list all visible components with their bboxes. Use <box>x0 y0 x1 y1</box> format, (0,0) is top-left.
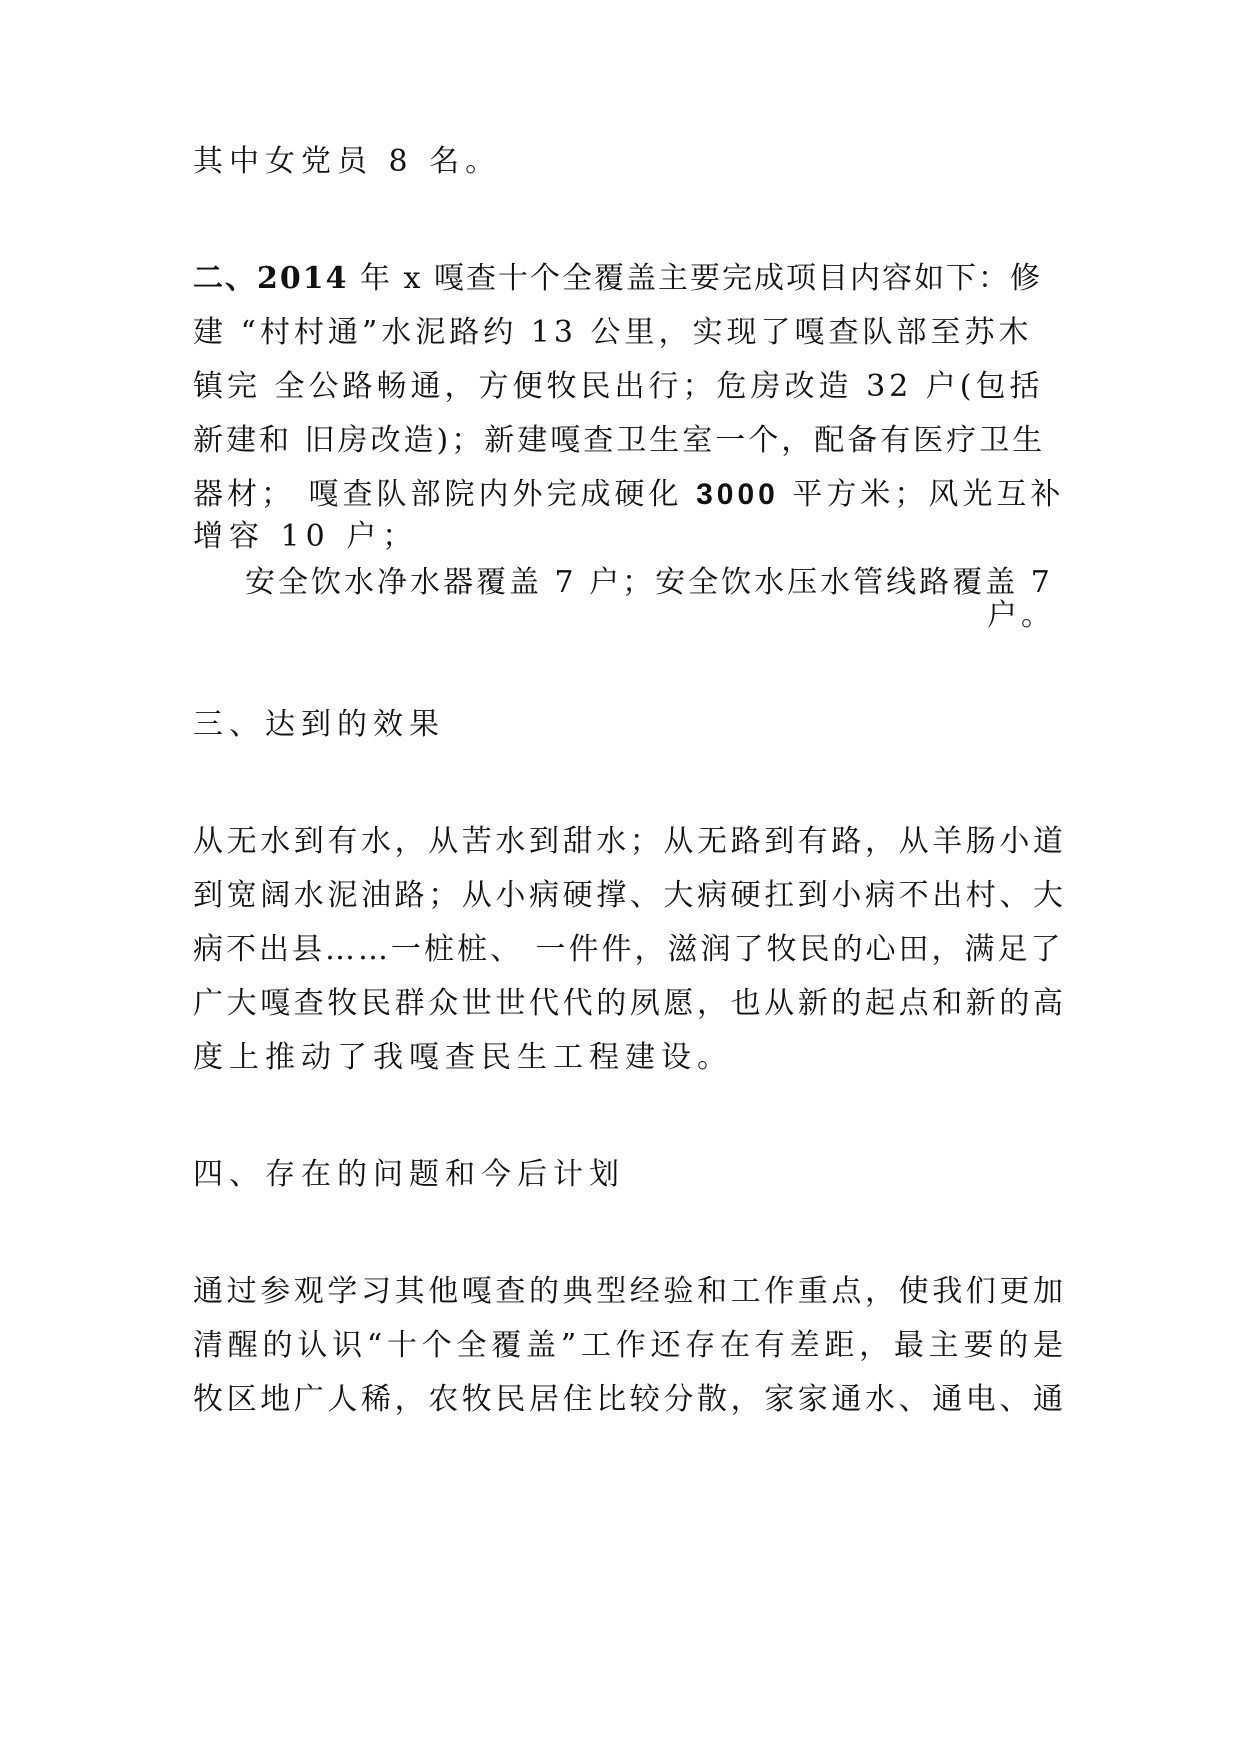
paragraph-line: 广大嘎查牧民群众世世代代的夙愿，也从新的起点和新的高 <box>193 986 1063 1021</box>
paragraph-line: 清醒的认识“十个全覆盖”工作还存在有差距，最主要的是 <box>193 1328 1063 1363</box>
section-2-heading: 二、2014 <box>193 261 349 296</box>
paragraph-line: 增容 10 户； <box>193 519 419 554</box>
paragraph-line: 其中女党员 8 名。 <box>193 144 502 179</box>
paragraph-line: 安全饮水净水器覆盖 7 户；安全饮水压水管线路覆盖 7 <box>245 565 1053 600</box>
paragraph-line: 镇完 全公路畅通，方便牧民出行；危房改造 32 户(包括 <box>193 369 1044 404</box>
paragraph-line: 新建和 旧房改造)；新建嘎查卫生室一个，配备有医疗卫生 <box>193 423 1046 458</box>
paragraph-line: 病不出县……一桩桩、 一件件，滋润了牧民的心田，满足了 <box>193 932 1064 967</box>
paragraph-line <box>193 475 1063 515</box>
paragraph-line: 从无水到有水，从苦水到甜水；从无路到有路，从羊肠小道 <box>193 824 1063 859</box>
section-2-heading-line <box>193 259 1063 299</box>
paragraph-line: 到宽阔水泥油路；从小病硬撑、大病硬扛到小病不出村、大 <box>193 878 1063 913</box>
paragraph-line: 度上推动了我嘎查民生工程建设。 <box>193 1040 733 1075</box>
section-2-line-1-text: 年 x 嘎查十个全覆盖主要完成项目内容如下：修 <box>360 261 1043 296</box>
line-5-text-before: 器材； 嘎查队部院内外完成硬化 <box>193 477 683 512</box>
section-3-heading: 三、达到的效果 <box>193 707 445 742</box>
paragraph-line: 牧区地广人稀，农牧民居住比较分散，家家通水、通电、通 <box>193 1382 1063 1417</box>
section-4-heading: 四、存在的问题和今后计划 <box>193 1157 625 1192</box>
paragraph-line: 户。 <box>987 598 1055 633</box>
line-5-text-after: 平方米；风光互补 <box>792 477 1065 512</box>
area-number: 3000 <box>696 478 779 511</box>
paragraph-line: 通过参观学习其他嘎查的典型经验和工作重点，使我们更加 <box>193 1274 1063 1309</box>
paragraph-line: 建 “村村通”水泥路约 13 公里，实现了嘎查队部至苏木 <box>193 315 1033 350</box>
